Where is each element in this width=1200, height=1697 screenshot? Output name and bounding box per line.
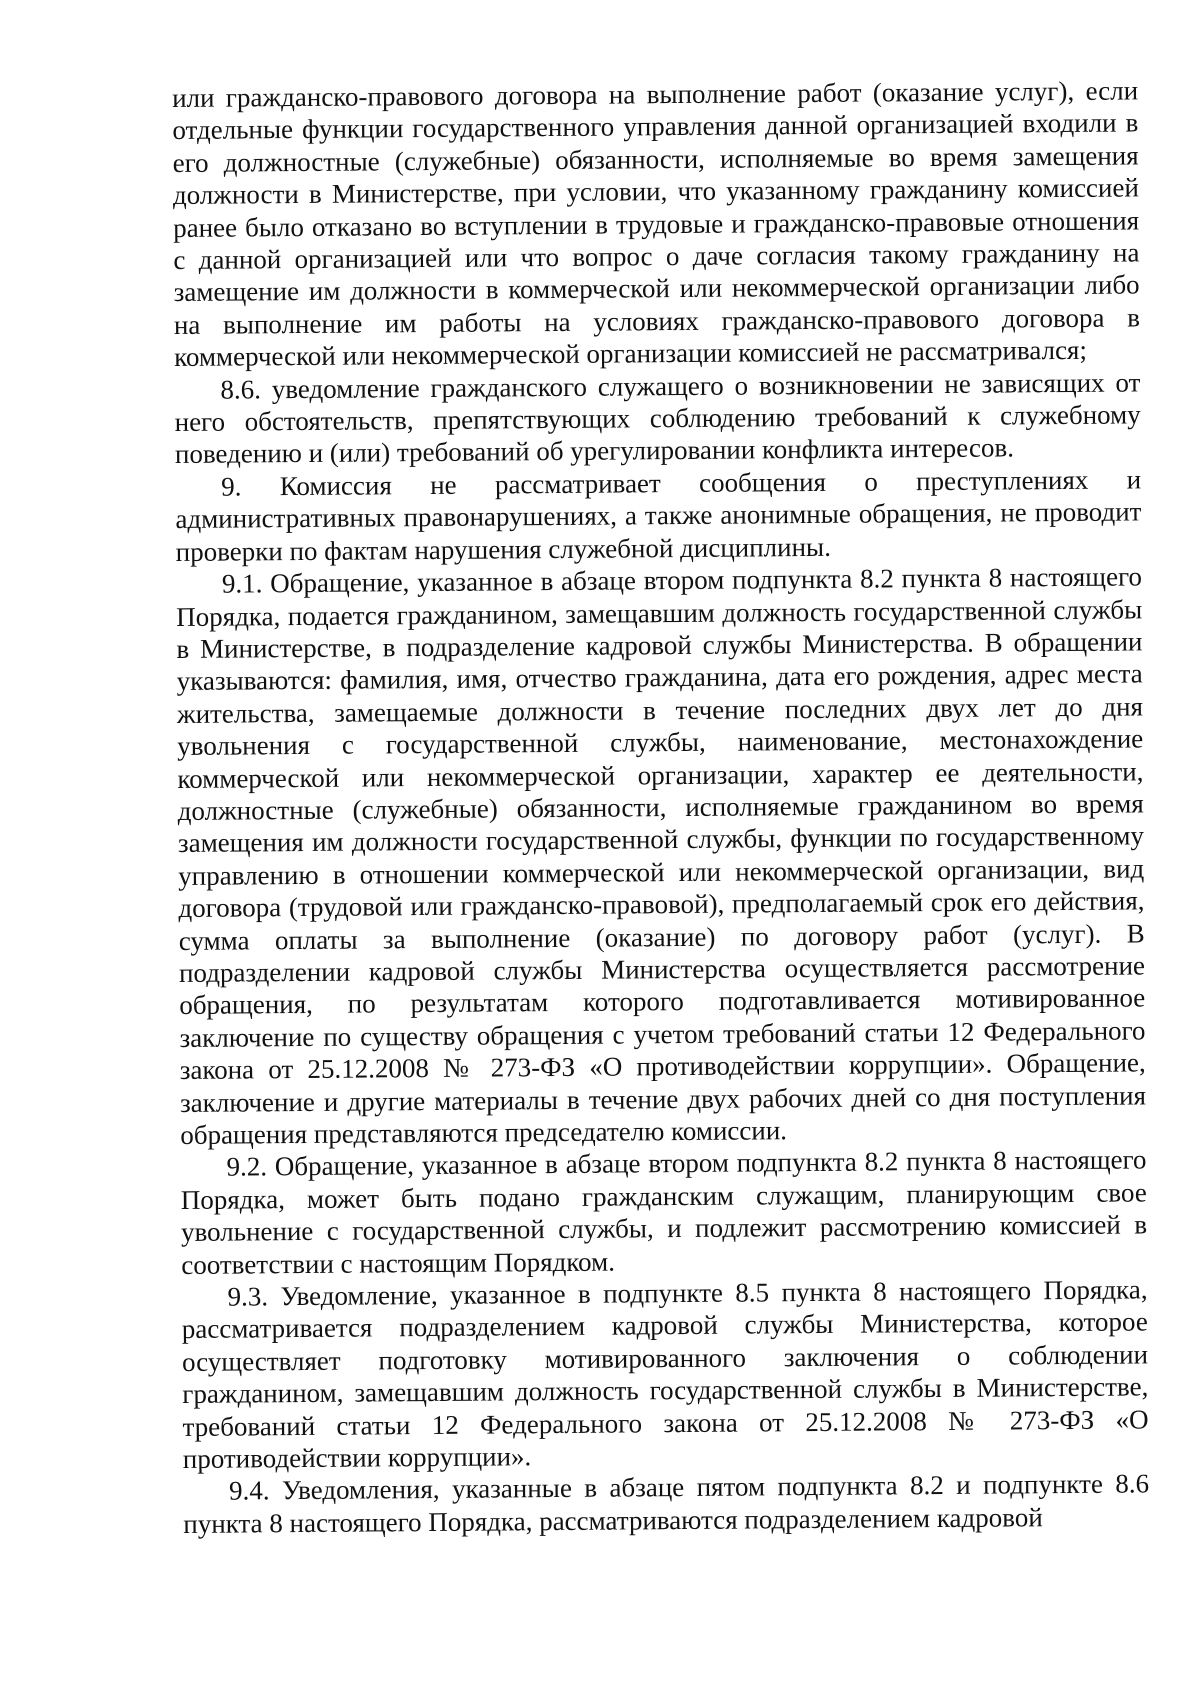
paragraph-9: 9. Комиссия не рассматривает сообщения о преступлениях и административных правонарушениях, а также анонимные обращения, не проводит проверки по фактам нарушения служебной дисциплины. xyxy=(175,464,1142,567)
document-body xyxy=(172,74,1149,1540)
paragraph-continuation: или гражданско-правового договора на выполнение работ (оказание услуг), если отдельные функции государственного управления данной организацией входили в его должностные (служебные) обязанности, исполняемые во время замещения должности в Министерстве, при условии, что указанному гражданину комиссией ранее было отказано во вступлении в трудовые и гражданско-правовые отношения с данной организацией или что вопрос о даче согласия такому гражданину на замещение им должности в коммерческой или некоммерческой организации либо на выполнение им работы на условиях гражданско-правового договора в коммерческой или некоммерческой организации комиссией не рассматривался; xyxy=(172,75,1140,373)
paragraph-9-3: 9.3. Уведомление, указанное в подпункте 8.5 пункта 8 настоящего Порядка, рассматривается подразделением кадровой службы Министерства, которое осуществляет подготовку мотивированного заключения о соблюдении гражданином, замещавшим должность государственной службы в Министерстве, требований статьи 12 Федерального закона от 25.12.2008 № 273-ФЗ «О противодействии коррупции». xyxy=(181,1274,1149,1475)
paragraph-9-2: 9.2. Обращение, указанное в абзаце втором подпункта 8.2 пункта 8 настоящего Порядка, может быть подано гражданским служащим, планирующим свое увольнение с государственной службы, и подлежит рассмотрению комиссией в соответствии с настоящим Порядком. xyxy=(180,1144,1148,1280)
paragraph-9-4: 9.4. Уведомления, указанные в абзаце пятом подпункта 8.2 и подпункте 8.6 пункта 8 настоящего Порядка, рассматриваются подразделением кадровой xyxy=(183,1468,1150,1539)
paragraph-8-6: 8.6. уведомление гражданского служащего о возникновении не зависящих от него обстоятельств, препятствующих соблюдению требований к служебному поведению и (или) требований об урегулировании конфликта интересов. xyxy=(174,367,1141,470)
paragraph-9-1: 9.1. Обращение, указанное в абзаце втором подпункта 8.2 пункта 8 настоящего Порядка, подается гражданином, замещавшим должность государственной службы в Министерстве, в подразделение кадровой службы Министерства. В обращении указываются: фамилия, имя, отчество гражданина, дата его рождения, адрес места жительства, замещаемые должности в течение последних двух лет до дня увольнения с государственной службы, наименование, местонахождение коммерческой или некоммерческой организации, характер ее деятельности, должностные (служебные) обязанности, исполняемые гражданином во время замещения им должности государственной службы, функции по государственному управлению в отношении коммерческой или некоммерческой организации, вид договора (трудовой или гражданско-правовой), предполагаемый срок его действия, сумма оплаты за выполнение (оказание) по договору работ (услуг). В подразделении кадровой службы Министерства осуществляется рассмотрение обращения, по результатам которого подготавливается мотивированное заключение по существу обращения с учетом требований статьи 12 Федерального закона от 25.12.2008 № 273-ФЗ «О противодействии коррупции». Обращение, заключение и другие материалы в течение двух рабочих дней со дня поступления обращения представляются председателю комиссии. xyxy=(176,561,1147,1150)
